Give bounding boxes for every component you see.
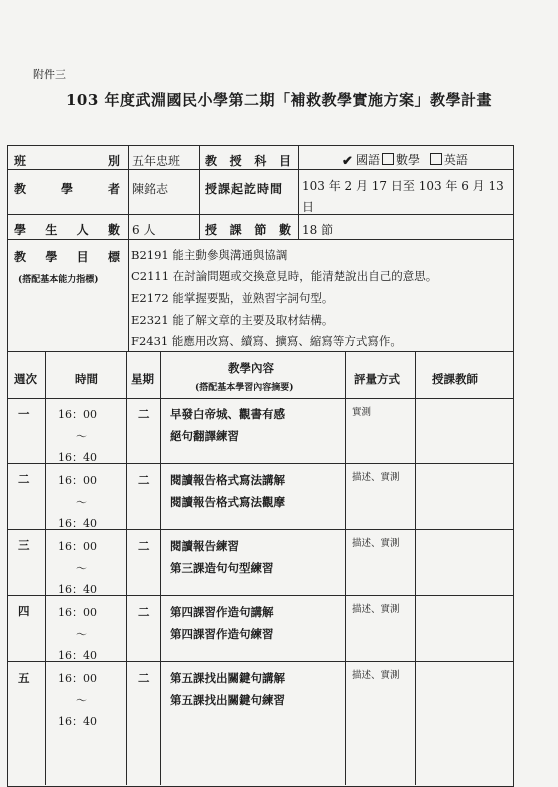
row-content-1: 第五課找出關鍵句講解: [170, 671, 285, 685]
row-day: 二: [138, 539, 150, 553]
row-week: 一: [18, 407, 30, 421]
row-day: 二: [138, 407, 150, 421]
attachment-label: 附件三: [33, 68, 66, 81]
subject-name-math: 數學: [396, 153, 421, 167]
sessions-value: 18 節: [302, 223, 334, 237]
period-label: 授課起訖時間: [205, 182, 284, 196]
header-content: 教學內容: [228, 361, 274, 375]
subject-label: 教 授 科 目: [205, 154, 291, 168]
row-week: 四: [18, 604, 30, 618]
students-value: 6 人: [132, 223, 156, 237]
row-content-2: 第三課造句句型練習: [170, 561, 274, 575]
objectives-label: 教 學 目 標: [14, 250, 120, 264]
objective-item: E2172 能掌握要點，並熟習字詞句型。: [131, 291, 334, 305]
subject-name-chinese: 國語: [356, 153, 381, 167]
row-assessment: 實測: [352, 407, 372, 418]
row-end-time: 16：40: [58, 649, 97, 662]
header-time: 時間: [75, 372, 98, 386]
header-day: 星期: [131, 372, 154, 386]
row-start-time: 16：00: [58, 540, 97, 553]
row-week: 二: [18, 472, 30, 486]
plan-table: [7, 145, 514, 787]
row-content-1: 閱讀報告格式寫法講解: [170, 473, 285, 487]
objective-item: B2191 能主動參與溝通與協調: [131, 248, 288, 262]
row-start-time: 16：00: [58, 474, 97, 487]
row-day: 二: [138, 605, 150, 619]
row-end-time: 16：40: [58, 451, 97, 464]
row-content-1: 閱讀報告練習: [170, 539, 239, 553]
row-assessment: 描述、實測: [352, 604, 400, 615]
period-value: 103 年 2 月 17 日至 103 年 6 月 13: [302, 179, 504, 193]
row-day: 二: [138, 473, 150, 487]
objective-item: C2111 在討論問題或交換意見時，能清楚說出自己的意思。: [131, 269, 438, 283]
row-week: 三: [18, 538, 30, 552]
row-content-2: 第四課習作造句練習: [170, 627, 274, 641]
subject-options: [340, 151, 468, 168]
subject-checkbox-math[interactable]: [382, 153, 394, 165]
row-tilde: ～: [76, 496, 87, 509]
row-tilde: ～: [76, 628, 87, 641]
objective-item: E2321 能了解文章的主要及取材結構。: [131, 313, 334, 327]
row-end-time: 16：40: [58, 715, 97, 728]
header-week: 週次: [14, 372, 37, 386]
row-tilde: ～: [76, 694, 87, 707]
row-end-time: 16：40: [58, 583, 97, 596]
row-tilde: ～: [76, 562, 87, 575]
row-end-time: 16：40: [58, 517, 97, 530]
header-assessment: 評量方式: [354, 372, 400, 386]
objective-item: F2431 能應用改寫、續寫、擴寫、縮寫等方式寫作。: [131, 334, 402, 348]
subject-name-english: 英語: [443, 153, 468, 167]
class-value: 五年忠班: [132, 154, 181, 168]
header-teacher: 授課教師: [432, 372, 478, 386]
row-content-2: 絕句翻譯練習: [170, 429, 239, 443]
row-start-time: 16：00: [58, 408, 97, 421]
row-start-time: 16：00: [58, 672, 97, 685]
row-content-2: 閱讀報告格式寫法觀摩: [170, 495, 285, 509]
students-label: 學 生 人 數: [14, 223, 120, 237]
row-tilde: ～: [76, 430, 87, 443]
document-title: 103 年度武淵國民小學第二期「補救教學實施方案」教學計畫: [65, 91, 493, 109]
sessions-label: 授 課 節 數: [205, 223, 291, 237]
row-day: 二: [138, 671, 150, 685]
objectives-note: (搭配基本能力指標): [18, 275, 99, 285]
class-label: 班 別: [14, 154, 120, 168]
period-value-cont: 日: [302, 200, 315, 214]
row-start-time: 16：00: [58, 606, 97, 619]
subject-checkbox-chinese[interactable]: ✔: [342, 154, 353, 169]
row-content-2: 第五課找出關鍵句練習: [170, 693, 285, 707]
row-content-1: 第四課習作造句講解: [170, 605, 274, 619]
header-content-note: (搭配基本學習內容摘要): [195, 383, 294, 393]
row-assessment: 描述、實測: [352, 538, 400, 549]
row-content-1: 早發白帝城、觀書有感: [170, 407, 285, 421]
teacher-label: 教 學 者: [14, 182, 120, 196]
subject-checkbox-english[interactable]: [430, 153, 442, 165]
teacher-value: 陳銘志: [132, 182, 169, 196]
row-week: 五: [18, 671, 30, 685]
row-assessment: 描述、實測: [352, 670, 400, 681]
row-assessment: 描述、實測: [352, 472, 400, 483]
